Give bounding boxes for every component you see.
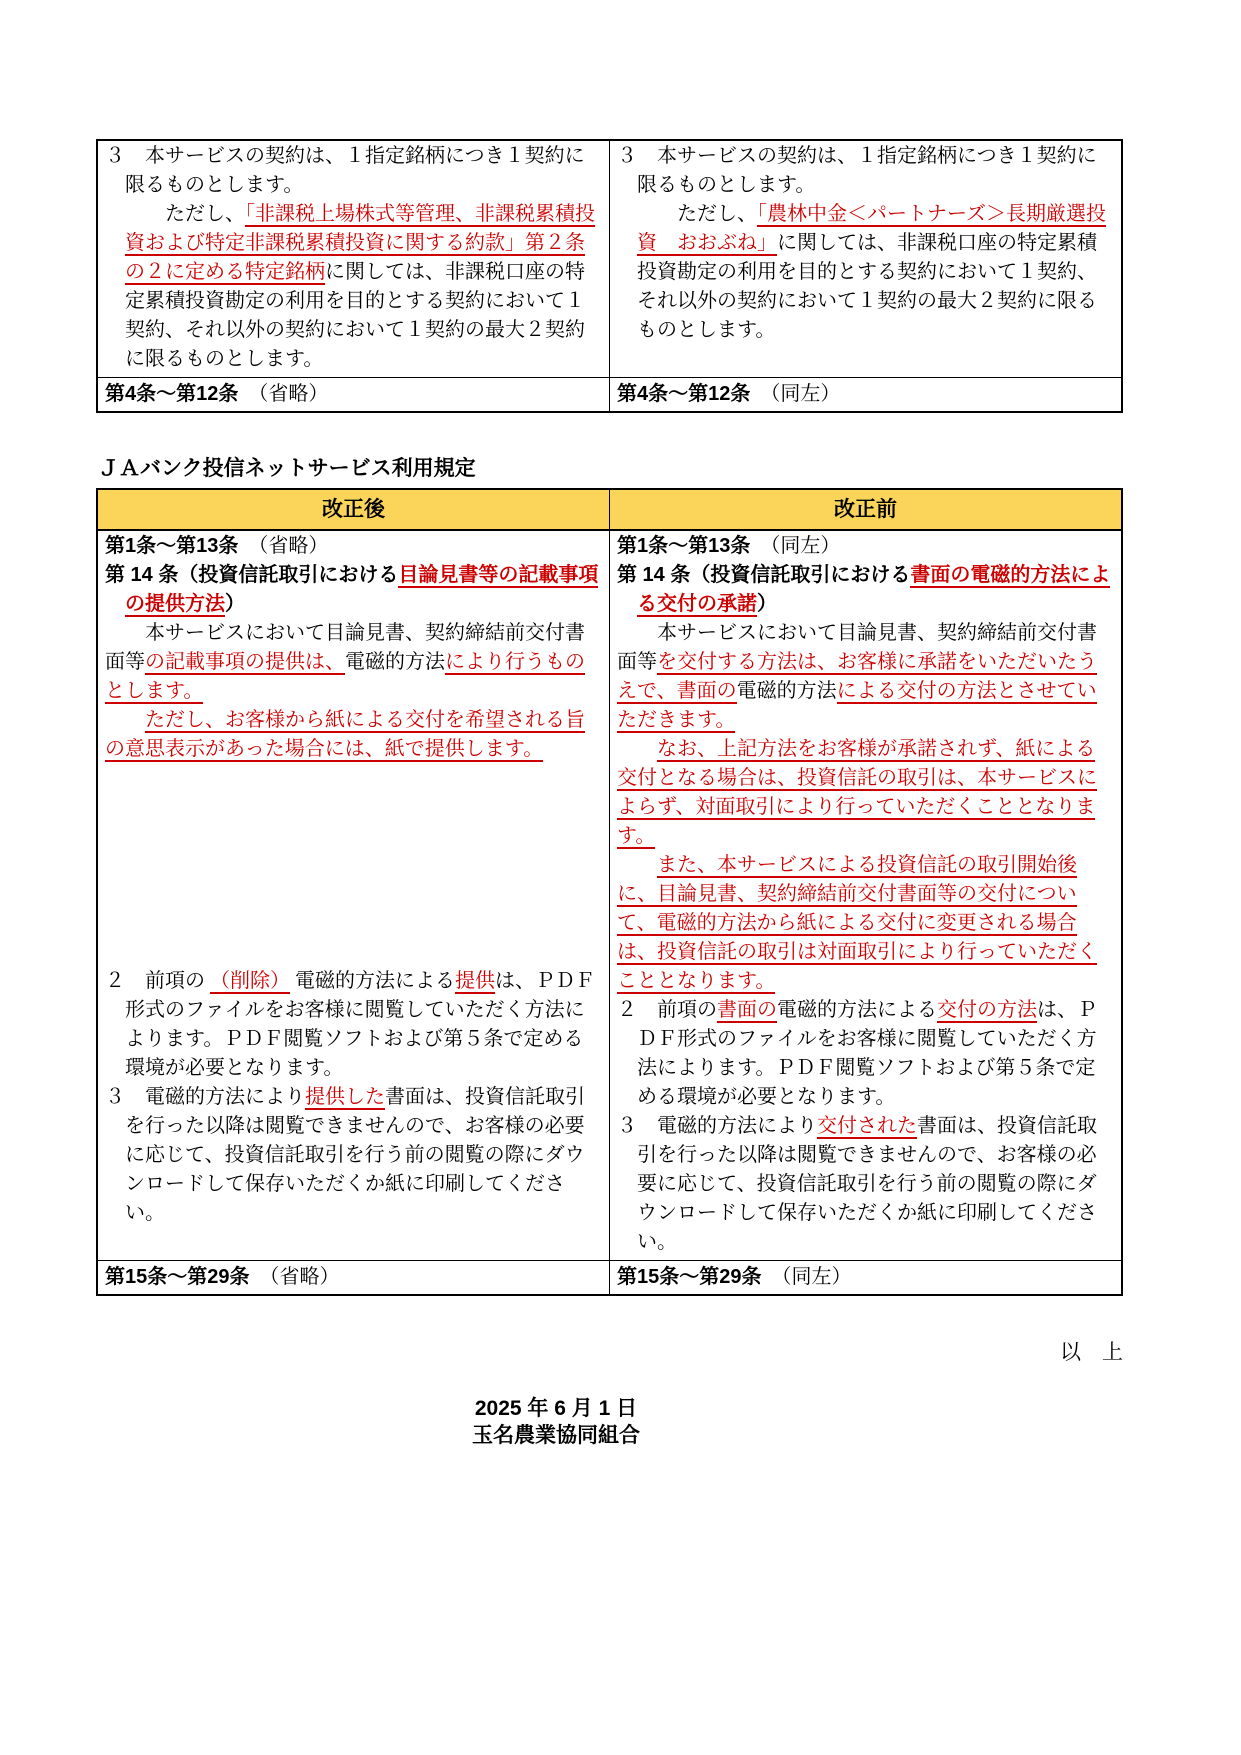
- text-run: 第1条～第13条: [617, 535, 751, 557]
- text-run: 電磁的方法: [345, 651, 445, 673]
- signature-block: [96, 1395, 1016, 1449]
- spacer: [105, 764, 602, 967]
- text-run: [105, 709, 145, 731]
- paragraph: [105, 200, 602, 374]
- text-run: 第15条～第29条: [617, 1266, 762, 1288]
- table2-previous-articles: [610, 1261, 1123, 1296]
- revision-marked-text-run: の記載事項の提供は、: [145, 651, 345, 673]
- revision-marked-text-run: 書面の: [717, 999, 777, 1021]
- table2-articles-row: [97, 1261, 1122, 1296]
- text-run: ３ 本サービスの契約は、１指定銘柄につき１契約に限るものとします。: [617, 145, 1097, 196]
- revision-marked-text-run: 交付の方法: [937, 999, 1037, 1021]
- paragraph: [105, 967, 602, 1083]
- revision-marked-text-run: により行うものとします。: [105, 651, 585, 702]
- text-run: 本サービスにおいて目論見書、契約締結前交付書面等: [617, 622, 1097, 673]
- paragraph: [105, 561, 602, 619]
- text-run: （同左）: [750, 535, 841, 557]
- text-run: 第1条～第13条: [105, 535, 239, 557]
- text-run: 書面は、投資信託取引を行った以降は閲覧できませんので、お客様の必要に応じて、投資信託取引を行う前の閲覧の際にダウンロードして保存いただくか紙に印刷してください。: [637, 1115, 1097, 1253]
- paragraph: [617, 561, 1114, 619]
- text-run: に関しては、非課税口座の特定累積投資勘定の利用を目的とする契約において１契約、それ以外の契約において１契約の最大２契約に限るものとします。: [125, 261, 585, 370]
- text-run: 第4条～第12条: [105, 383, 239, 405]
- text-run: ３ 電磁的方法により: [617, 1115, 817, 1137]
- text-run: （省略）: [238, 535, 329, 557]
- text-run: （同左）: [750, 383, 841, 405]
- revision-marked-text-run: を交付する方法は、お客様に承諾をいただいたうえで、書面の: [617, 651, 1097, 702]
- paragraph: [617, 735, 1114, 851]
- revision-marked-text-run: 目論見書等の記載事項の提供方法: [125, 564, 599, 615]
- text-run: 電磁的方法による: [777, 999, 937, 1021]
- text-run: ただし、: [637, 203, 757, 225]
- text-run: 電磁的方法: [736, 680, 837, 702]
- paragraph: [105, 619, 602, 706]
- paragraph: [617, 200, 1114, 345]
- paragraph: [105, 532, 602, 561]
- paragraph: [617, 1263, 1114, 1292]
- revision-marked-text-run: また、本サービスによる投資信託の取引開始後に、目論見書、契約締結前交付書面等の交付について、電磁的方法から紙による交付に変更される場合は、投資信託の取引は対面取引により行っていただくこととなります。: [617, 854, 1097, 992]
- revision-marked-text-run: 提供: [455, 970, 495, 992]
- closing-text: 以 上: [1060, 1340, 1123, 1364]
- text-run: 第 14 条（投資信託取引における: [617, 564, 911, 586]
- table2-revised-cell: [97, 530, 610, 1261]
- paragraph: [617, 1112, 1114, 1257]
- text-run: （省略）: [238, 383, 329, 405]
- text-run: 電磁的方法による: [290, 970, 455, 992]
- text-run: （省略）: [249, 1266, 340, 1288]
- table2-revised-articles: [97, 1261, 610, 1296]
- paragraph: [617, 851, 1114, 996]
- text-run: 本サービスにおいて目論見書、契約締結前交付書面等: [105, 622, 585, 673]
- revision-marked-text-run: （削除）: [210, 970, 290, 992]
- table2-previous-cell: [610, 530, 1123, 1261]
- table1-body-row: [97, 140, 1122, 378]
- previous-column-header: 改正前: [610, 489, 1123, 530]
- table2-header-row: [97, 489, 1122, 530]
- table1-previous-articles: [610, 378, 1123, 413]
- text-run: に関しては、非課税口座の特定累積投資勘定の利用を目的とする契約において１契約、それ以外の契約において１契約の最大２契約に限るものとします。: [637, 232, 1097, 341]
- paragraph: [617, 380, 1114, 409]
- text-run: 第4条～第12条: [617, 383, 751, 405]
- revision-marked-text-run: 書面の電磁的方法による交付の承諾: [637, 564, 1111, 615]
- text-run: は、ＰＤＦ形式のファイルをお客様に閲覧していただく方法によります。ＰＤＦ閲覧ソフトおよび第５条で定める環境が必要となります。: [637, 999, 1097, 1108]
- revision-marked-text-run: 交付された: [817, 1115, 917, 1137]
- revision-marked-text-run: 「非課税上場株式等管理、非課税累積投資および特定非課税累積投資に関する約款」第２条の２に定める特定銘柄: [125, 203, 595, 283]
- revision-marked-text-run: ただし、お客様から紙による交付を希望される旨の意思表示があった場合には、紙で提供します。: [105, 709, 585, 760]
- text-run: ３ 本サービスの契約は、１指定銘柄につき１契約に限るものとします。: [105, 145, 585, 196]
- organization-line: 玉名農業協同組合: [472, 1424, 640, 1447]
- paragraph: [617, 532, 1114, 561]
- revision-marked-text-run: なお、上記方法をお客様が承諾されず、紙による交付となる場合は、投資信託の取引は、本サービスによらず、対面取引により行っていただくこととなります。: [617, 738, 1097, 847]
- revised-column-header: 改正後: [97, 489, 610, 530]
- text-run: 第 14 条（投資信託取引における: [105, 564, 399, 586]
- paragraph: [105, 1083, 602, 1228]
- text-run: ２ 前項の: [105, 970, 210, 992]
- text-run: 第15条～第29条: [105, 1266, 250, 1288]
- paragraph: [105, 706, 602, 764]
- table1-revised-cell: [97, 140, 610, 378]
- paragraph: [617, 142, 1114, 200]
- text-run: （同左）: [761, 1266, 852, 1288]
- section-title: ＪＡバンク投信ネットサービス利用規定: [98, 457, 476, 480]
- text-run: [617, 738, 657, 760]
- table2-body-row: [97, 530, 1122, 1261]
- paragraph: [105, 380, 602, 409]
- paragraph: [617, 996, 1114, 1112]
- text-run: ３ 電磁的方法により: [105, 1086, 305, 1108]
- revision-marked-text-run: 「農林中金＜パートナーズ＞長期厳選投資 おおぶね」: [637, 203, 1106, 254]
- table1-revised-articles: [97, 378, 610, 413]
- net-service-regulation-comparison-table: [96, 488, 1123, 1296]
- revision-marked-text-run: 提供した: [305, 1086, 385, 1108]
- paragraph: [105, 142, 602, 200]
- text-run: ２ 前項の: [617, 999, 717, 1021]
- text-run: ）: [225, 593, 245, 615]
- paragraph: [617, 619, 1114, 735]
- table1-articles-row: [97, 378, 1122, 413]
- text-run: 書面は、投資信託取引を行った以降は閲覧できませんので、お客様の必要に応じて、投資信託取引を行う前の閲覧の際にダウンロードして保存いただくか紙に印刷してください。: [125, 1086, 585, 1224]
- paragraph: [105, 1263, 602, 1292]
- service-contract-comparison-table: [96, 139, 1123, 413]
- text-run: は、ＰＤＦ形式のファイルをお客様に閲覧していただく方法によります。ＰＤＦ閲覧ソフトおよび第５条で定める環境が必要となります。: [125, 970, 595, 1079]
- text-run: ただし、: [125, 203, 245, 225]
- revision-marked-text-run: による交付の方法とさせていただきます。: [617, 680, 1097, 731]
- text-run: ）: [757, 593, 777, 615]
- table1-previous-cell: [610, 140, 1123, 378]
- date-line: 2025 年 6 月 1 日: [474, 1397, 638, 1420]
- text-run: [617, 854, 657, 876]
